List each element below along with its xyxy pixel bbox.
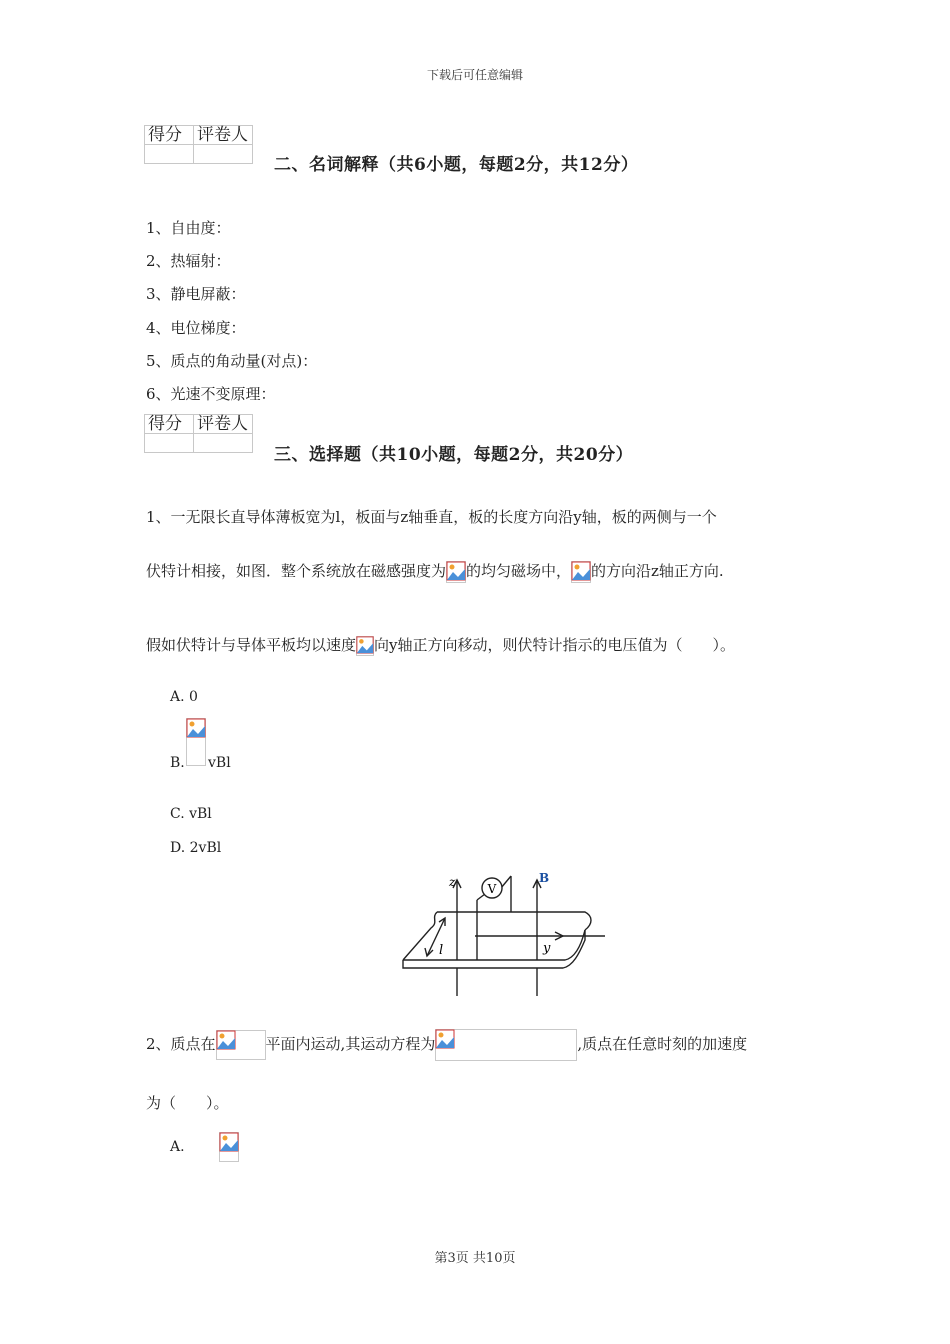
q2-option-a[interactable]: A.	[170, 1139, 185, 1155]
broken-image-icon	[219, 1132, 239, 1162]
broken-image-icon	[446, 561, 466, 583]
figure-label-y: y	[543, 941, 551, 956]
term-item-5: 5、质点的角动量(对点)：	[146, 352, 318, 370]
broken-image-icon	[216, 1030, 266, 1060]
q1-line-2	[146, 560, 724, 583]
score-table-section-3	[144, 414, 253, 453]
term-item-2: 2、热辐射：	[146, 252, 231, 270]
q1-option-b-prefix[interactable]: B.	[170, 755, 185, 771]
q2-line-1-part-b: 平面内运动,其运动方程为	[265, 1035, 436, 1053]
grader-label: 评卷人	[194, 126, 253, 145]
term-item-1: 1、自由度：	[146, 219, 231, 237]
q1-line-3-part-b: 向y轴正方向移动，则伏特计指示的电压值为（ ）。	[374, 636, 735, 654]
term-item-6: 6、光速不变原理：	[146, 385, 276, 403]
q1-line-3	[146, 634, 735, 656]
voltmeter-plate-figure	[395, 862, 615, 1002]
term-item-4: 4、电位梯度：	[146, 319, 246, 337]
broken-image-icon	[571, 561, 591, 583]
section-2-title: 二、名词解释（共6小题，每题2分，共12分）	[274, 155, 639, 175]
q1-line-2-part-b: 的均匀磁场中，	[466, 562, 572, 580]
q2-line-1-part-c: ,质点在任意时刻的加速度	[577, 1035, 748, 1053]
q2-line-1	[146, 1029, 747, 1061]
q1-option-a[interactable]: A. 0	[170, 689, 198, 705]
broken-image-icon	[435, 1029, 577, 1061]
q1-line-3-part-a: 假如伏特计与导体平板均以速度	[146, 636, 357, 654]
q1-line-2-part-a: 伏特计相接，如图．整个系统放在磁感强度为	[146, 562, 447, 580]
broken-image-icon	[186, 718, 206, 766]
broken-image-icon	[356, 636, 374, 656]
q1-line-2-part-c: 的方向沿z轴正方向.	[591, 562, 724, 580]
header-note: 下载后可任意编辑	[426, 68, 523, 82]
figure-label-b: B	[539, 871, 550, 885]
q1-option-d[interactable]: D. 2vBl	[170, 840, 222, 856]
q2-line-1-part-a: 2、质点在	[146, 1035, 216, 1053]
page-number-footer: 第3页 共10页	[434, 1251, 516, 1266]
figure-label-v: V	[487, 882, 497, 896]
q1-option-b-suffix: vBl	[208, 755, 231, 771]
grader-cell[interactable]	[194, 145, 253, 164]
grader-cell[interactable]	[194, 434, 253, 453]
figure-label-z: z	[449, 875, 456, 889]
grader-label: 评卷人	[194, 415, 253, 434]
term-item-3: 3、静电屏蔽：	[146, 285, 246, 303]
q1-line-1: 1、一无限长直导体薄板宽为l，板面与z轴垂直，板的长度方向沿y轴，板的两侧与一个	[146, 508, 717, 526]
section-3-title: 三、选择题（共10小题，每题2分，共20分）	[274, 445, 634, 465]
figure-label-l: l	[439, 943, 444, 958]
score-cell[interactable]	[145, 145, 194, 164]
q1-option-c[interactable]: C. vBl	[170, 806, 212, 822]
q2-line-2: 为（ ）。	[146, 1094, 229, 1112]
score-label: 得分	[145, 415, 194, 434]
score-label: 得分	[145, 126, 194, 145]
score-cell[interactable]	[145, 434, 194, 453]
score-table-section-2	[144, 125, 253, 164]
